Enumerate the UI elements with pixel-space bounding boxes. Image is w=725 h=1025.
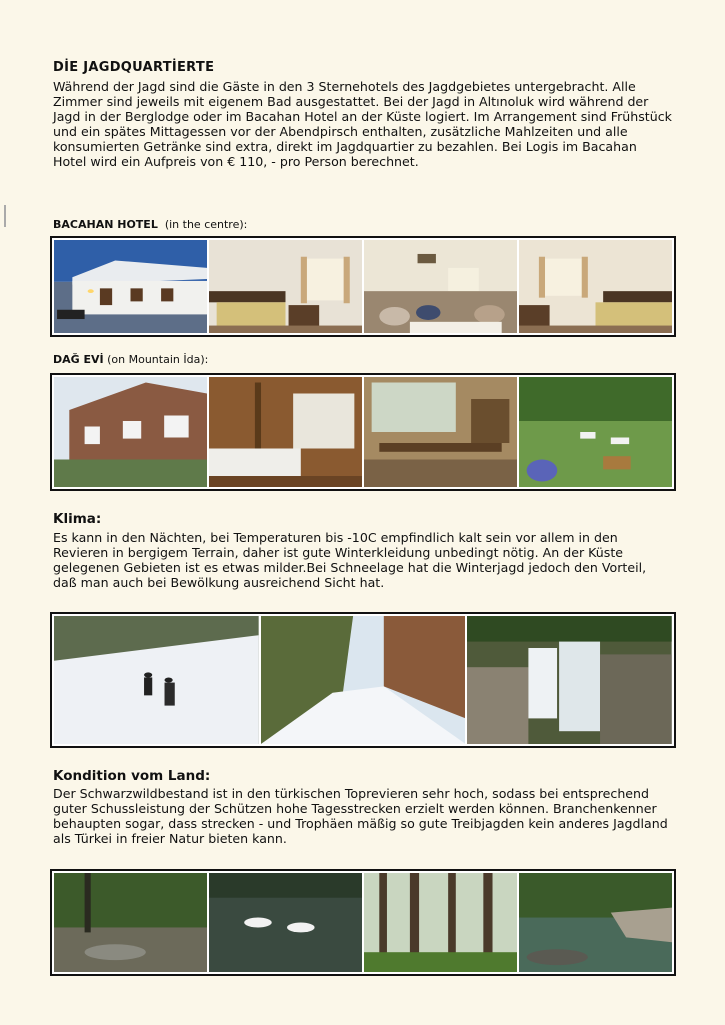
nature-photo-strip [50,869,676,976]
photo-pine-forest [364,873,517,972]
dagevi-photo-strip [50,373,676,491]
photo-lodge-dining [364,377,517,487]
photo-hotel-room-1 [209,240,362,333]
klima-paragraph: Es kann in den Nächten, bei Temperaturen bis -10C empfindlich kalt sein vor allem in den Revieren in bergigem Terrain, daher ist gute Winterkleidung unbedingt nötig. An der Küste gelegenen Gebieten ist es etwas milder.Bei Schneelage hat die Winterjagd jedoch den Vorteil, daß man auch bei Bewölkung ausreichend Sicht hat. [53,530,647,590]
kondition-paragraph: Der Schwarzwildbestand ist in den türkischen Toprevieren sehr hoch, sodass bei entsprechend guter Schussleistung der Schützen hohe Tagesstrecken erzielt werden können. Branchenkenner behaupten sogar, dass strecken - und Trophäen mäßig so gute Treibjagden kein anderes Jagdland als Türkei in freier Natur bieten kann. [53,786,668,846]
photo-hotel-room-2 [519,240,672,333]
bacahan-note: (in the centre): [164,218,248,231]
dagevi-name: DAĞ EVİ [53,353,104,366]
winter-photo-strip [50,612,676,748]
photo-forest-stream [54,873,207,972]
photo-lodge-exterior [54,377,207,487]
bacahan-name: BACAHAN HOTEL [53,218,158,231]
photo-hotel-exterior [54,240,207,333]
photo-snow-hunters [54,616,259,744]
intro-title: DİE JAGDQUARTİERTE [53,60,215,75]
photo-lodge-bedroom [209,377,362,487]
klima-title: Klima: [53,511,102,527]
photo-ducks-pond [209,873,362,972]
photo-lodge-garden [519,377,672,487]
intro-paragraph: Während der Jagd sind die Gäste in den 3 Sternehotels des Jagdgebietes untergebracht. Alle Zimmer sind jeweils mit eigenem Bad ausgestattet. Bei der Jagd in Altınoluk wird während der Jagd in der Berglodge oder im Bacahan Hotel an der Küste logiert. Im Arrangement sind Frühstück und ein spätes Mittagessen vor der Abendpirsch enthalten, zusätzliche Mahlzeiten und alle konsumierten Getränke sind extra, direkt im Jagdquartier zu bezahlen. Bei Logis im Bacahan Hotel wird ein Aufpreis von € 110, - pro Person berechnet. [53,79,672,169]
scan-mark [4,205,6,227]
photo-waterfall [467,616,672,744]
dagevi-label [53,353,208,366]
photo-hotel-restaurant [364,240,517,333]
bacahan-label [53,218,247,231]
photo-mountain-stream [519,873,672,972]
bacahan-photo-strip [50,236,676,337]
dagevi-note: (on Mountain İda): [107,353,209,366]
photo-snow-road [261,616,466,744]
kondition-title: Kondition vom Land: [53,768,211,784]
